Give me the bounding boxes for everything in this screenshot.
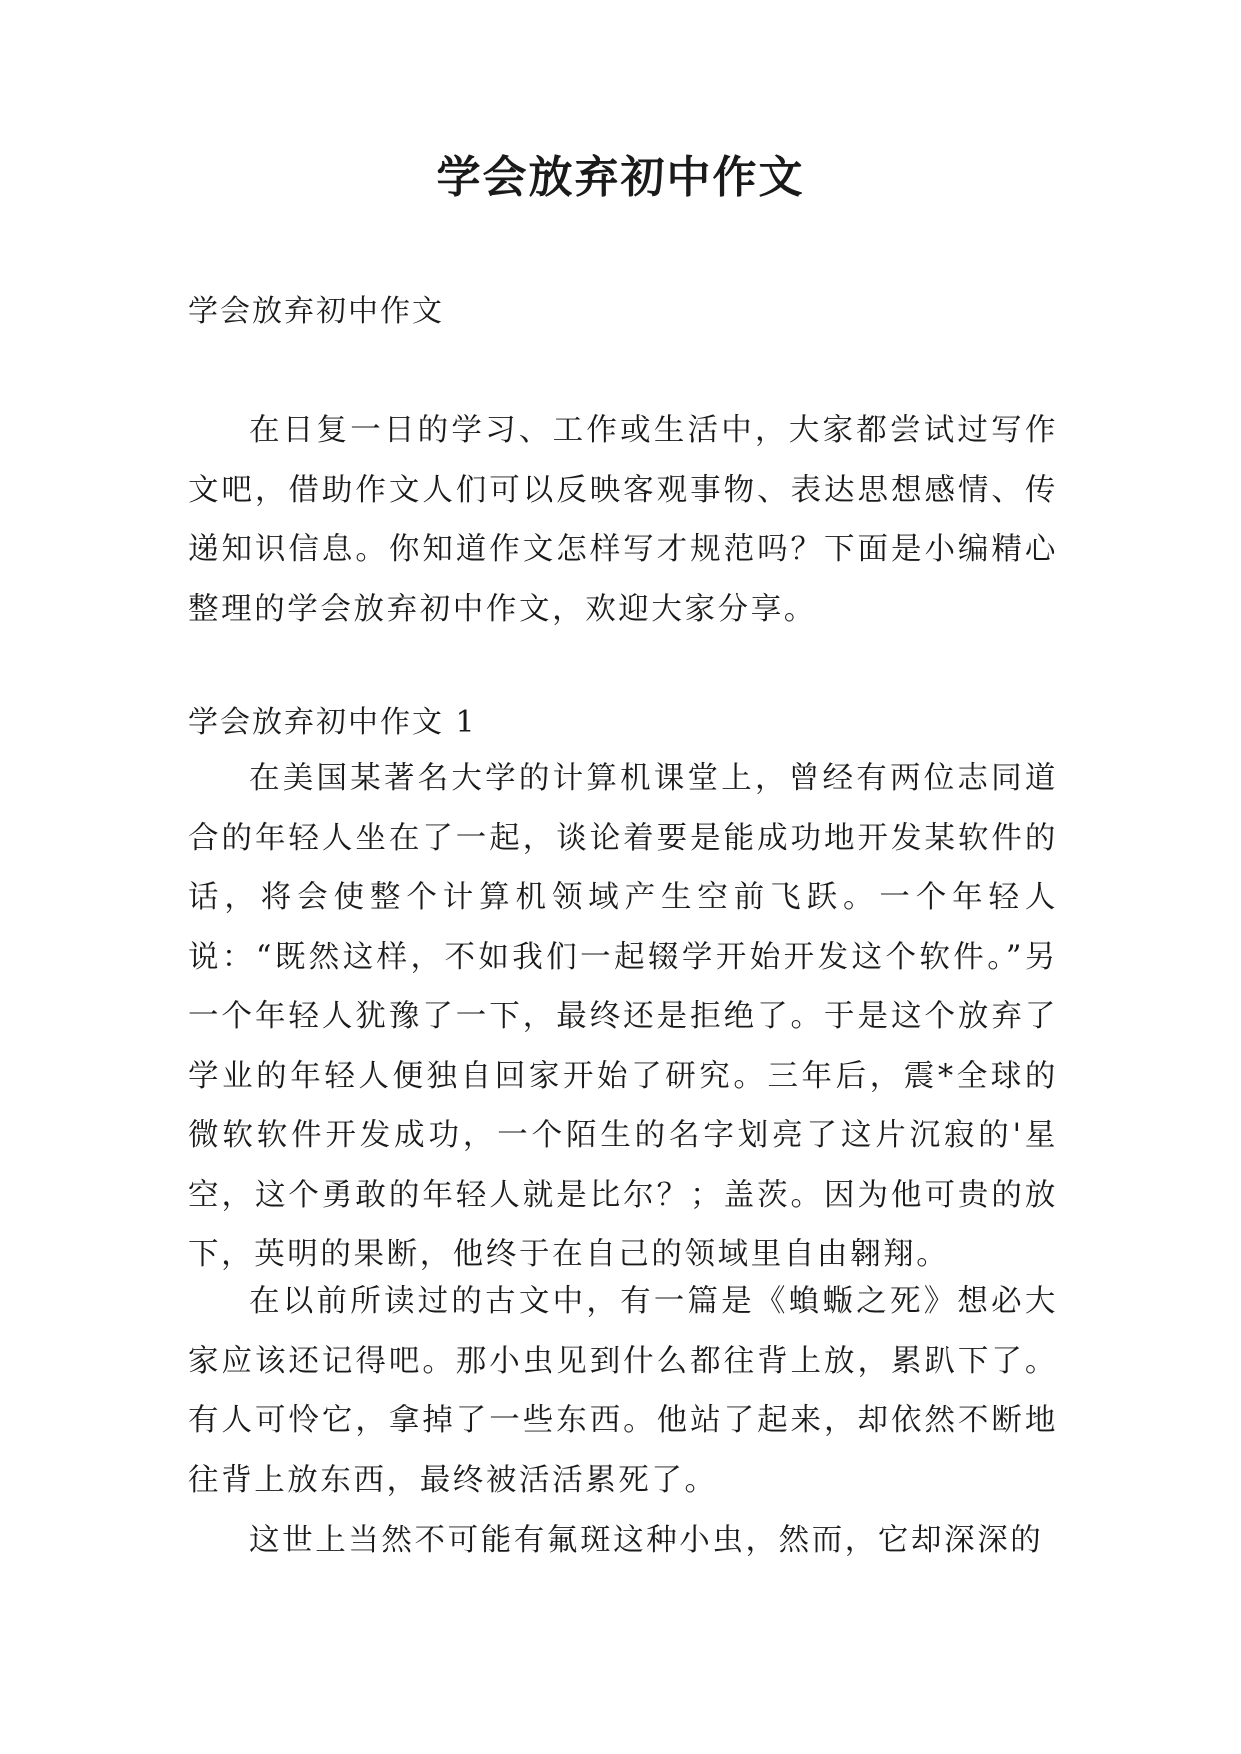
section-heading: 学会放弃初中作文 1 <box>188 705 477 740</box>
body-paragraph: 在以前所读过的古文中，有一篇是《蝜蝂之死》想必大家应该还记得吧。那小虫见到什么都往背上放，累趴下了。有人可怜它，拿掉了一些东西。他站了起来，却依然不断地往背上放东西，最终被活活累死了。 <box>188 1284 1058 1498</box>
intro-paragraph: 在日复一日的学习、工作或生活中，大家都尝试过写作文吧，借助作文人们可以反映客观事物、表达思想感情、传递知识信息。你知道作文怎样写才规范吗？下面是小编精心整理的学会放弃初中作文，欢迎大家分享。 <box>188 413 1058 627</box>
document-subtitle: 学会放弃初中作文 <box>188 294 444 329</box>
body-paragraph: 在美国某著名大学的计算机课堂上，曾经有两位志同道合的年轻人坐在了一起，谈论着要是能成功地开发某软件的话，将会使整个计算机领域产生空前飞跃。一个年轻人说：“既然这样，不如我们一起辍学开始开发这个软件。”另一个年轻人犹豫了一下，最终还是拒绝了。于是这个放弃了学业的年轻人便独自回家开始了研究。三年后，震*全球的微软软件开发成功，一个陌生的名字划亮了这片沉寂的'星空，这个勇敢的年轻人就是比尔？；盖茨。因为他可贵的放下，英明的果断，他终于在自己的领域里自由翱翔。 <box>188 761 1058 1272</box>
body-paragraph: 这世上当然不可能有氟斑这种小虫，然而，它却深深的 <box>249 1523 1044 1558</box>
document-title: 学会放弃初中作文 <box>436 152 805 203</box>
